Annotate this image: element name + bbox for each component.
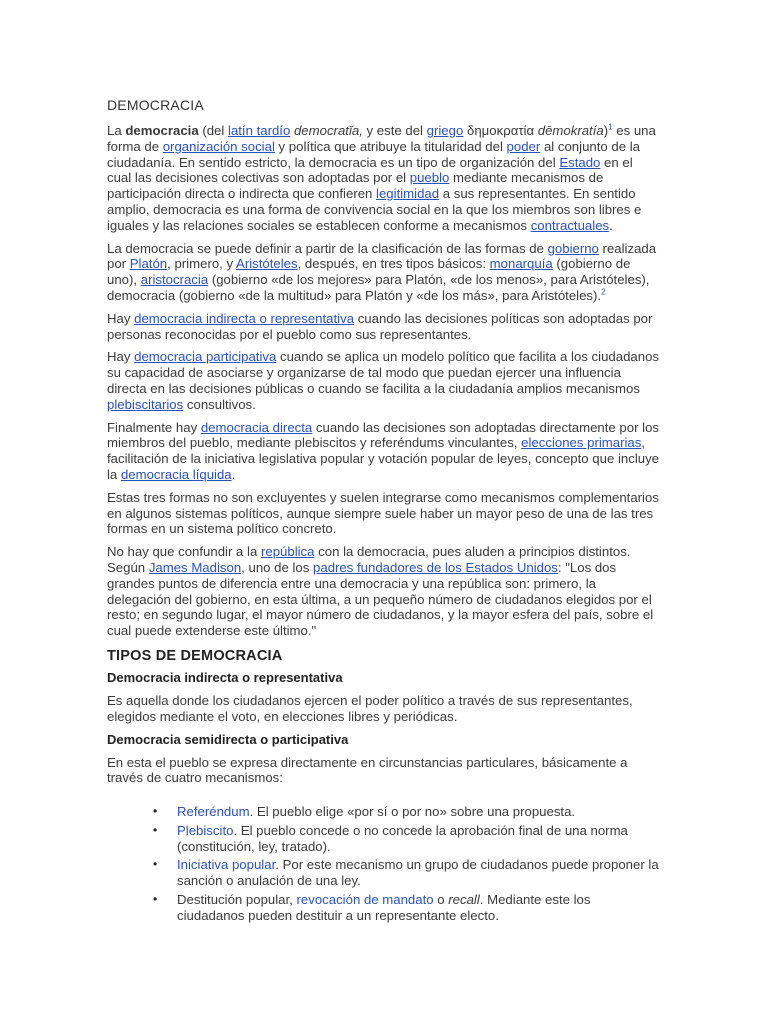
- section-heading: TIPOS DE DEMOCRACIA: [107, 647, 283, 664]
- subheading-semidirecta: Democracia semidirecta o participativa: [107, 731, 349, 747]
- link-democracia-participativa[interactable]: democracia participativa: [134, 349, 277, 365]
- link-poder[interactable]: poder: [506, 138, 541, 154]
- link-elecciones-primarias[interactable]: elecciones primarias: [521, 435, 642, 451]
- link-estado[interactable]: Estado: [559, 154, 601, 170]
- link-plebiscitarios[interactable]: plebiscitarios: [107, 396, 184, 412]
- link-revocacion-mandato[interactable]: revocación de mandato: [296, 892, 434, 908]
- complementary-forms-paragraph: Estas tres formas no son excluyentes y suelen integrarse como mecanismos complementarios en algunos sistemas políticos, aunque siempre suele haber un mayor peso de una de las tres formas en un sistema político concreto.: [107, 489, 659, 537]
- link-legitimidad[interactable]: legitimidad: [376, 186, 440, 202]
- subheading-indirecta: Democracia indirecta o representativa: [107, 669, 343, 685]
- participatory-democracy-paragraph: Hay democracia participativa cuando se aplica un modelo político que facilita a los ciudadanos su capacidad de asociarse y organizarse de tal modo que puedan ejercer una influencia directa en las decisiones públicas o cuando se facilita a la ciudadanía amplios mecanismos plebiscitarios consultivos.: [107, 349, 660, 412]
- list-item: • Destitución popular, revocación de mandato o recall. Mediante este los ciudadanos pueden destituir a un representante electo.: [175, 892, 660, 924]
- link-padres-fundadores[interactable]: padres fundadores de los Estados Unidos: [313, 559, 558, 575]
- link-aristocracia[interactable]: aristocracia: [140, 272, 209, 288]
- link-griego[interactable]: griego: [426, 123, 464, 138]
- indirect-democracy-paragraph: Hay democracia indirecta o representativa cuando las decisiones políticas son adoptadas por personas reconocidas por el pueblo como sus representantes.: [107, 310, 653, 342]
- link-james-madison[interactable]: James Madison: [148, 559, 242, 575]
- link-aristoteles[interactable]: Aristóteles: [236, 256, 298, 272]
- indirecta-text: Es aquella donde los ciudadanos ejercen el poder político a través de sus representantes, elegidos mediante el voto, en elecciones libres y periódicas.: [107, 692, 633, 724]
- link-referendum[interactable]: Referéndum: [177, 804, 250, 820]
- link-platon[interactable]: Platón: [129, 256, 168, 272]
- link-monarquia[interactable]: monarquía: [489, 256, 553, 272]
- list-item: • Iniciativa popular. Por este mecanismo un grupo de ciudadanos puede proponer la sanción o anulación de una ley.: [175, 857, 660, 889]
- link-organizacion-social[interactable]: organización social: [162, 138, 275, 154]
- footnote-2[interactable]: 2: [601, 287, 606, 297]
- footnote-1[interactable]: 1: [608, 122, 613, 132]
- semidirecta-text: En esta el pueblo se expresa directamente en circunstancias particulares, básicamente a través de cuatro mecanismos:: [107, 754, 628, 786]
- list-item: • Plebiscito. El pueblo concede o no concede la aprobación final de una norma (constitución, ley, tratado).: [175, 823, 660, 855]
- link-contractuales[interactable]: contractuales: [530, 217, 610, 233]
- term-democracia: democracia: [125, 123, 199, 138]
- direct-democracy-paragraph: Finalmente hay democracia directa cuando las decisiones son adoptadas directamente por los miembros del pueblo, mediante plebiscitos y referéndums vinculantes, elecciones primarias, facilitación de la iniciativa legislativa popular y votación popular de leyes, concepto que incluye la democracia líquida.: [107, 419, 660, 482]
- republic-paragraph: No hay que confundir a la república con la democracia, pues aluden a principios distintos. Según James Madison, uno de los padres fundadores de los Estados Unidos: "Los dos grandes puntos de diferencia entre una democracia y una república son: primero, la delegación del gobierno, en esta última, a un pequeño número de ciudadanos elegidos por el resto; en segundo lugar, el mayor número de ciudadanos, y la mayor esfera del país, sobre el cual puede extenderse este último.": [107, 544, 654, 639]
- link-democracia-directa[interactable]: democracia directa: [200, 419, 313, 435]
- list-item: • Referéndum. El pueblo elige «por sí o por no» sobre una propuesta.: [175, 804, 660, 820]
- link-gobierno[interactable]: gobierno: [547, 240, 599, 256]
- link-plebiscito[interactable]: Plebiscito: [177, 822, 234, 838]
- mechanisms-list: [107, 804, 660, 924]
- classification-paragraph: La democracia se puede definir a partir de la clasificación de las formas de gobierno realizada por Platón, primero, y Aristóteles, después, en tres tipos básicos: monarquía (gobierno de uno), aristocracia (gobierno «de los mejores» para Platón, «de los menos», para Aristóteles), democracia (gobierno «de la multitud» para Platón y «de los más», para Aristóteles).$^2$: [107, 240, 657, 303]
- link-democracia-indirecta[interactable]: democracia indirecta o representativa: [134, 310, 355, 326]
- link-democracia-liquida[interactable]: democracia líquida: [120, 466, 232, 482]
- link-pueblo[interactable]: pueblo: [409, 170, 450, 186]
- link-republica[interactable]: república: [260, 544, 315, 560]
- link-latin-tardio[interactable]: latín tardío: [227, 123, 291, 138]
- link-iniciativa-popular[interactable]: Iniciativa popular: [177, 857, 276, 873]
- document-title: DEMOCRACIA: [107, 97, 204, 113]
- intro-paragraph: La democracia (del latín tardío democratĭa, y este del griego δημοκρατία dēmokratía)$^1$ es una forma de organización social y política que atribuye la titularidad del poder al conjunto de la ciudadanía. En sentido estricto, la democracia es un tipo de organización del Estado en el cual las decisiones colectivas son adoptadas por el pueblo mediante mecanismos de participación directa o indirecta que confieren legitimidad a sus representantes. En sentido amplio, democracia es una forma de convivencia social en la que los miembros son libres e iguales y las relaciones sociales se establecen conforme a mecanismos contractuales.: [107, 122, 656, 233]
